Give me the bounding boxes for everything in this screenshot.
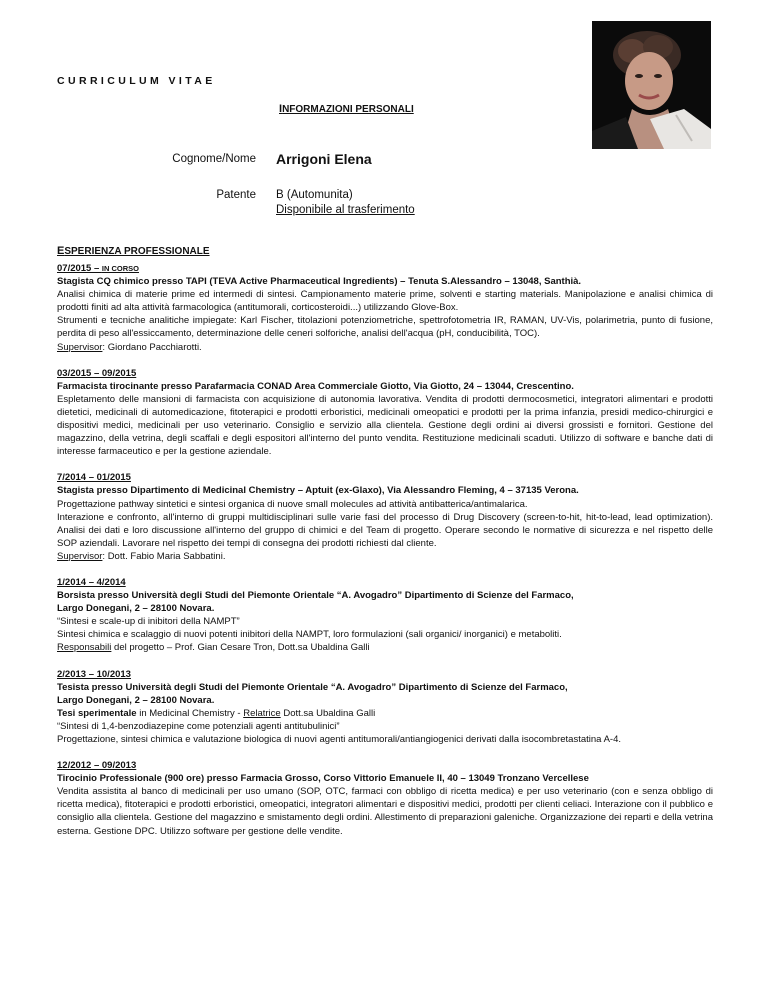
entry-description: Sintesi chimica e scalaggio di nuovi potenti inibitori della NAMPT, loro formulazioni (sali organici/ inorganici) e metaboliti. [57,629,562,641]
responsible-value: del progetto – Prof. Gian Cesare Tron, Dott.sa Ubaldina Galli [111,642,370,654]
heading-rest: SPERIENZA PROFESSIONALE [64,246,210,257]
experience-heading [57,245,210,257]
entry-description: Strumenti e tecniche analitiche impiegate: Karl Fischer, titolazioni potenziometriche, spettrofotometria IR, RAMAN, UV-Vis, polarimetria, punto di fusione, perdita di peso all'essiccamento, determinazione delle ceneri solforiche, analisi dell'acqua (pH, conducibilità, TOC). [57,315,713,340]
entry-description: Progettazione pathway sintetici e sintesi organica di nuove small molecules ad attività antibatterica/antimalarica. [57,498,528,510]
entry-heading: Stagista presso Dipartimento di Medicinal Chemistry – Aptuit (ex-Glaxo), Via Alessandro Fleming, 4 – 37135 Verona. [57,485,579,497]
license-value: B (Automunita) [276,189,353,201]
entry-responsible [57,641,713,654]
entry-heading-address: Largo Donegani, 2 – 28100 Novara. [57,694,215,706]
thesis-advisor-label: Relatrice [243,707,281,719]
entry-heading: Tirocinio Professionale (900 ore) presso Farmacia Grosso, Corso Vittorio Emanuele II, 40 – 13049 Tronzano Vercellese [57,773,589,785]
supervisor-label: Supervisor [57,550,103,562]
responsible-label: Responsabili [57,642,112,654]
thesis-label: Tesi sperimentale [57,707,137,719]
relocation-note: Disponibile al trasferimento [276,204,415,216]
entry-description: Analisi chimica di materie prime ed intermedi di sintesi. Campionamento materie prime, solventi e starting materials. Manipolazione e analisi chimica di prodotti finiti ad alta attività farmacologica (antitumorali, corticosteroidi...) utilizzando Glove-Box. [57,289,713,314]
entry-supervisor [57,550,713,563]
entry-heading-address: Largo Donegani, 2 – 28100 Novara. [57,603,215,615]
entry-heading: Borsista presso Università degli Studi del Piemonte Orientale “A. Avogadro” Dipartimento di Scienze del Farmaco, [57,590,574,602]
experience-entry [57,471,713,563]
entry-heading: Farmacista tirocinante presso Parafarmacia CONAD Area Commerciale Giotto, Via Giotto, 24 – 13044, Crescentino. [57,380,574,392]
experience-entry [57,668,713,747]
document-title: CURRICULUM VITAE [57,75,216,87]
thesis-advisor: Dott.sa Ubaldina Galli [280,707,376,719]
experience-entry [57,262,713,354]
entry-thesis-title: “Sintesi di 1,4-benzodiazepine come potenziali agenti antitubulinici” [57,720,340,732]
entry-description: Vendita assistita al banco di medicinali per uso umano (SOP, OTC, farmaci con obbligo di ricetta medica) e per uso veterinario (con e senza obbligo di ricetta medica), fitoterapici e prodotti erboristici, omeopatici, integratori alimentari e dispositivi medici, prodotti per clienti celiaci. Interazione con il pubblico e consiglio alla clientela. Gestione del magazzino e smistamento degli ordini. Allestimento di preparazioni galeniche. Organizzazione dei reparti e della vetrina esterna. Gestione DPC. Utilizzo software per gestione delle vendite. [57,786,713,837]
experience-entry [57,576,713,655]
entry-date: 12/2012 – 09/2013 [57,760,137,772]
heading-initial: E [57,245,65,257]
entry-date: 03/2015 – 09/2015 [57,367,137,379]
entry-heading: Stagista CQ chimico presso TAPI (TEVA Active Pharmaceutical Ingredients) – Tenuta S.Alessandro – 13048, Santhià. [57,276,582,288]
supervisor-label: Supervisor [57,341,103,353]
entry-date: 7/2014 – 01/2015 [57,472,131,484]
supervisor-value: : Dott. Fabio Maria Sabbatini. [102,550,226,562]
name-value: Arrigoni Elena [276,151,372,167]
experience-entry [57,759,713,838]
status-label: IN CORSO [101,264,139,273]
license-label: Patente [216,189,256,201]
entry-description: Interazione e confronto, all'interno di gruppi multidisciplinari sulle varie fasi del processo di Drug Discovery (screen-to-hit, hit-to-lead, lead optimization). Analisi dei dati e loro discussione all'interno del gruppo di chimici e del Team di progetto. Operare secondo le normative di sicurezza e nel rispetto delle SOP aziendali. Lavorare nel rispetto dei tempi di consegna dei prodotti richiesti dal cliente. [57,511,713,549]
entry-thesis [57,707,713,720]
profile-photo [592,21,711,149]
entry-description: Progettazione, sintesi chimica e valutazione biologica di nuovi agenti antitumorali/antiangiogenici derivati dalla isocombretastatina A-4. [57,734,621,745]
experience-list [57,262,713,851]
heading-initial: I [279,103,283,115]
entry-heading: Tesista presso Università degli Studi del Piemonte Orientale “A. Avogadro” Dipartimento di Scienze del Farmaco, [57,681,568,693]
personal-info-heading [279,103,414,115]
heading-rest: NFORMAZIONI PERSONALI [282,104,414,115]
thesis-subject: in Medicinal Chemistry - [136,707,244,719]
entry-description: Espletamento delle mansioni di farmacista con acquisizione di autonomia lavorativa. Vendita di prodotti dermocosmetici, integratori alimentari e prodotti dietetici, medicinali di automedicazione, fitoterapici e prodotti erboristici, medicinali omeopatici e prodotti per la prima infanzia, presidi medico-chirurgici e dispositivi medici, medicinali per uso veterinario. Consiglio e servizio alla clientela. Gestione degli ordini ai diversi grossisti e fornitori. Gestione del magazzino, della vetrina, degli scaffali e degli espositori all'interno del punto vendita. Restituzione medicinali scaduti. Utilizzo di software e banche dati di interesse farmaceutico e per la gestione aziendale. [57,393,713,458]
name-label: Cognome/Nome [172,153,256,165]
entry-project-title: “Sintesi e scale-up di inibitori della NAMPT” [57,616,240,628]
date-range: 07/2015 – [57,263,102,274]
entry-supervisor [57,341,713,354]
supervisor-value: : Giordano Pacchiarotti. [102,341,202,353]
entry-date [57,262,713,275]
entry-date: 1/2014 – 4/2014 [57,576,126,588]
experience-entry [57,367,713,459]
entry-date: 2/2013 – 10/2013 [57,668,131,680]
